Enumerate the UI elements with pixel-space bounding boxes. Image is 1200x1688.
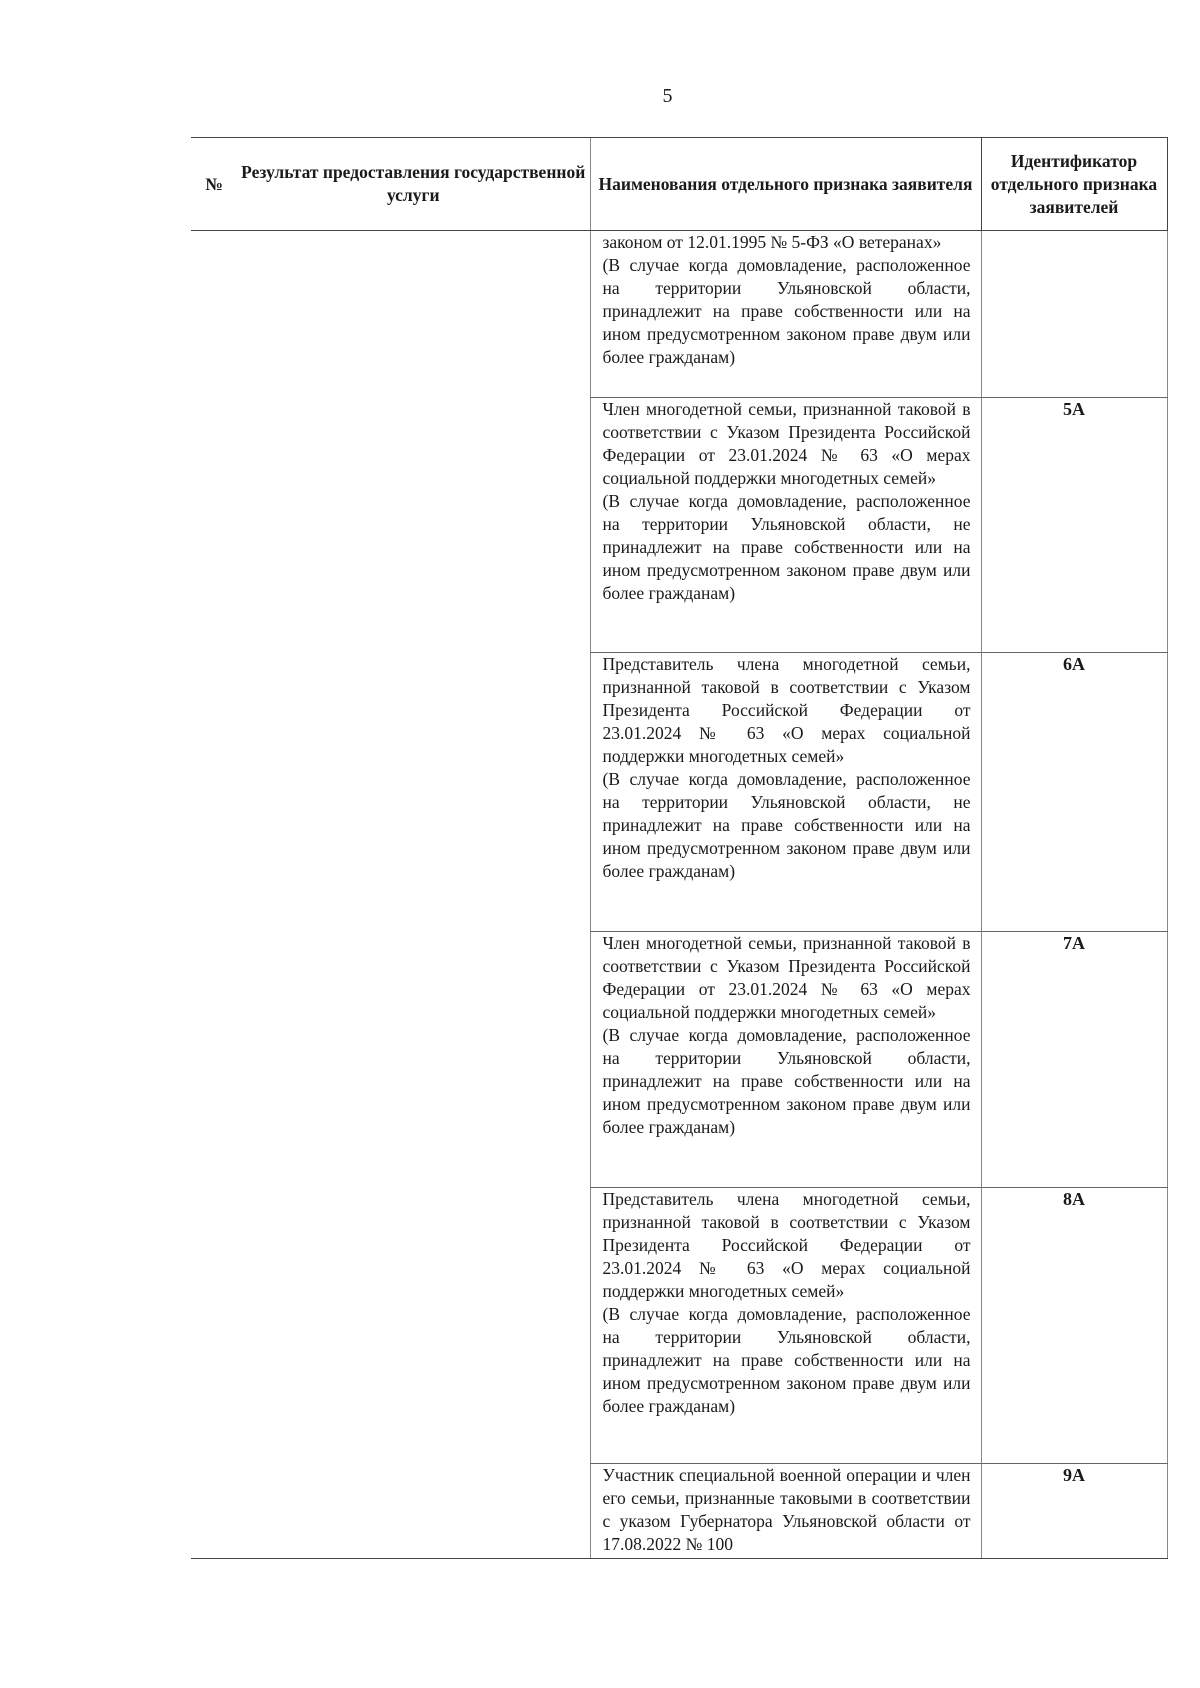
feature-name-main: Член многодетной семьи, признанной таковой в соответствии с Указом Президента Российской Федерации от 23.01.2024 № 63 «О мерах социальной поддержки многодетных семей» xyxy=(602,933,971,1022)
feature-name-main: Представитель члена многодетной семьи, признанной таковой в соответствии с Указом Президента Российской Федерации от 23.01.2024 № 63 «О мерах социальной поддержки многодетных семей» xyxy=(602,1189,971,1301)
cell-number xyxy=(191,398,237,653)
cell-feature-id: 8А xyxy=(981,1188,1167,1464)
feature-name-note: (В случае когда домовладение, расположенное на территории Ульяновской области, принадлежит на праве собственности или на ином предусмотренном законом праве двум или более гражданам) xyxy=(602,1304,971,1416)
cell-feature-name xyxy=(590,398,981,653)
feature-name-note: (В случае когда домовладение, расположенное на территории Ульяновской области, принадлежит на праве собственности или на ином предусмотренном законом праве двум или более гражданам) xyxy=(602,1025,971,1137)
cell-result xyxy=(237,231,590,398)
cell-result xyxy=(237,398,590,653)
header-number: № xyxy=(191,138,237,231)
feature-name-main: Представитель члена многодетной семьи, признанной таковой в соответствии с Указом Президента Российской Федерации от 23.01.2024 № 63 «О мерах социальной поддержки многодетных семей» xyxy=(602,654,971,766)
cell-feature-id: 7А xyxy=(981,932,1167,1188)
cell-result xyxy=(237,932,590,1188)
cell-result xyxy=(237,1188,590,1464)
table-row xyxy=(191,932,1167,1188)
cell-number xyxy=(191,1464,237,1559)
cell-number xyxy=(191,1188,237,1464)
cell-number xyxy=(191,932,237,1188)
page-number-text: 5 xyxy=(662,85,673,107)
table-header-row xyxy=(191,138,1167,231)
cell-feature-id: 6А xyxy=(981,653,1167,932)
feature-name-main: Член многодетной семьи, признанной таковой в соответствии с Указом Президента Российской Федерации от 23.01.2024 № 63 «О мерах социальной поддержки многодетных семей» xyxy=(602,399,971,488)
feature-name-note: (В случае когда домовладение, расположенное на территории Ульяновской области, принадлежит на праве собственности или на ином предусмотренном законом праве двум или более гражданам) xyxy=(602,255,971,367)
feature-name-main: законом от 12.01.1995 № 5-ФЗ «О ветеранах» xyxy=(602,232,942,252)
feature-name-main: Участник специальной военной операции и член его семьи, признанные таковыми в соответствии с указом Губернатора Ульяновской области от 17.08.2022 № 100 xyxy=(602,1465,971,1554)
applicant-features-table xyxy=(191,137,1168,1559)
header-feature-id: Идентификатор отдельного признака заявителей xyxy=(981,138,1167,231)
table-row xyxy=(191,398,1167,653)
page-number xyxy=(0,84,1200,108)
feature-name-note: (В случае когда домовладение, расположенное на территории Ульяновской области, не принадлежит на праве собственности или на ином предусмотренном законом праве двум или более гражданам) xyxy=(602,769,971,881)
cell-feature-name xyxy=(590,1188,981,1464)
table-row xyxy=(191,231,1167,398)
feature-name-note: (В случае когда домовладение, расположенное на территории Ульяновской области, не принадлежит на праве собственности или на ином предусмотренном законом праве двум или более гражданам) xyxy=(602,491,971,603)
table-row xyxy=(191,1464,1167,1559)
header-feature-name: Наименования отдельного признака заявителя xyxy=(590,138,981,231)
cell-feature-name xyxy=(590,231,981,398)
cell-feature-name xyxy=(590,932,981,1188)
cell-feature-id: 9А xyxy=(981,1464,1167,1559)
table-row xyxy=(191,1188,1167,1464)
cell-result xyxy=(237,1464,590,1559)
cell-feature-id xyxy=(981,231,1167,398)
header-result: Результат предоставления государственной услуги xyxy=(237,138,590,231)
cell-feature-name xyxy=(590,1464,981,1559)
cell-feature-name xyxy=(590,653,981,932)
cell-number xyxy=(191,653,237,932)
cell-number xyxy=(191,231,237,398)
table-row xyxy=(191,653,1167,932)
cell-result xyxy=(237,653,590,932)
cell-feature-id: 5А xyxy=(981,398,1167,653)
